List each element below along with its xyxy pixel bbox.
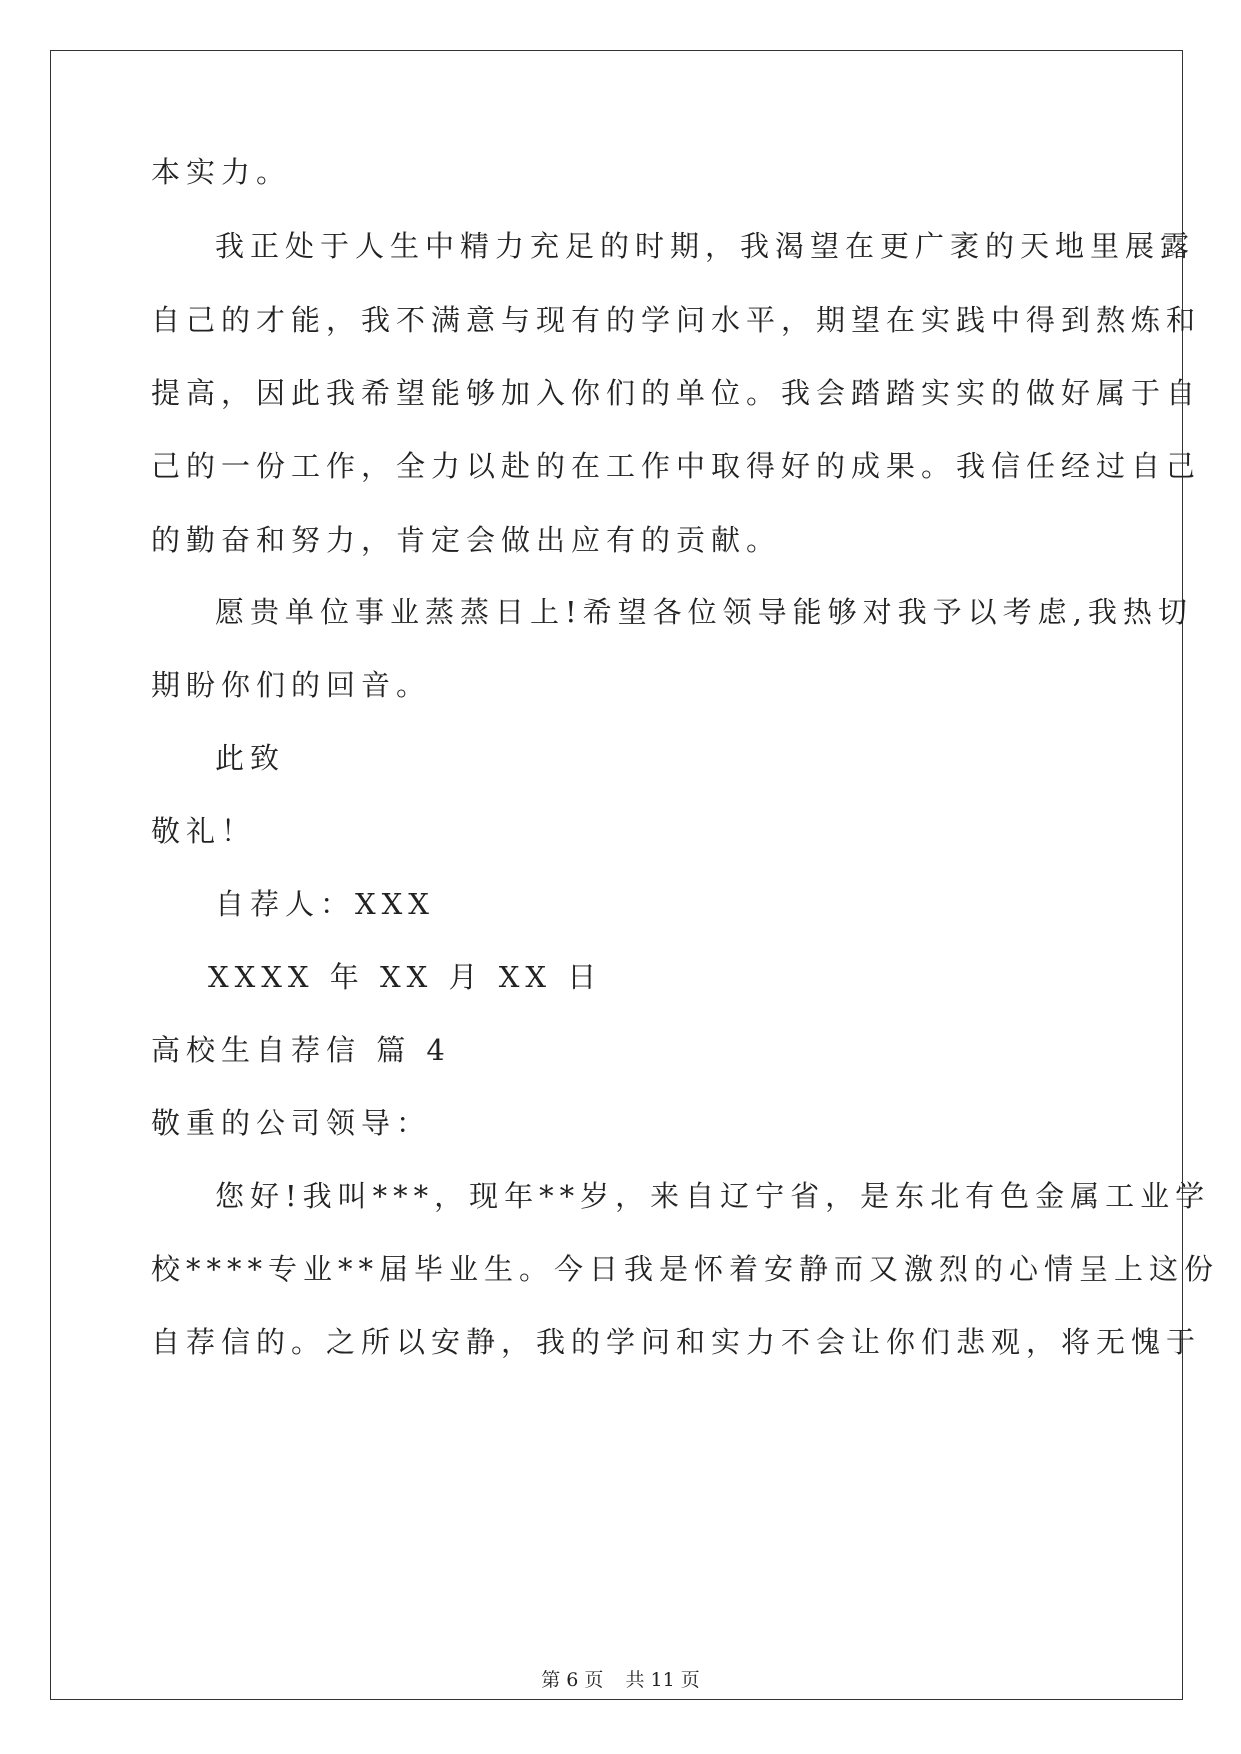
paragraph-line: 的勤奋和努力，肯定会做出应有的贡献。 <box>151 523 782 557</box>
paragraph-line: 提高，因此我希望能够加入你们的单位。我会踏踏实实的做好属于自 <box>151 376 1202 410</box>
page-total: 共 11 页 <box>625 1669 700 1691</box>
section-heading: 高校生自荐信 篇 4 <box>151 1033 451 1067</box>
date-line: XXXX 年 XX 月 XX 日 <box>208 960 603 994</box>
page-number: 第 6 页 <box>541 1669 604 1691</box>
paragraph-line: 己的一份工作，全力以赴的在工作中取得好的成果。我信任经过自己 <box>151 449 1202 483</box>
paragraph-line: 您好!我叫***，现年**岁，来自辽宁省，是东北有色金属工业学 <box>215 1179 1211 1213</box>
paragraph-line: 自荐信的。之所以安静，我的学问和实力不会让你们悲观，将无愧于 <box>151 1325 1202 1359</box>
page-footer <box>0 1665 1241 1692</box>
paragraph-line: 期盼你们的回音。 <box>151 668 432 702</box>
closing-salutation: 此致 <box>215 741 286 775</box>
closing-regards: 敬礼！ <box>151 814 257 848</box>
paragraph-line: 校****专业**届毕业生。今日我是怀着安静而又激烈的心情呈上这份 <box>151 1252 1220 1286</box>
greeting-line: 敬重的公司领导： <box>151 1106 432 1140</box>
signature-line: 自荐人：XXX <box>215 887 435 921</box>
paragraph-line: 本实力。 <box>151 155 292 189</box>
page-border <box>50 50 1220 1700</box>
paragraph-line: 愿贵单位事业蒸蒸日上!希望各位领导能够对我予以考虑,我热切 <box>215 595 1193 629</box>
paragraph-line: 我正处于人生中精力充足的时期，我渴望在更广袤的天地里展露 <box>215 229 1196 263</box>
paragraph-line: 自己的才能，我不满意与现有的学问水平，期望在实践中得到熬炼和 <box>151 303 1202 337</box>
